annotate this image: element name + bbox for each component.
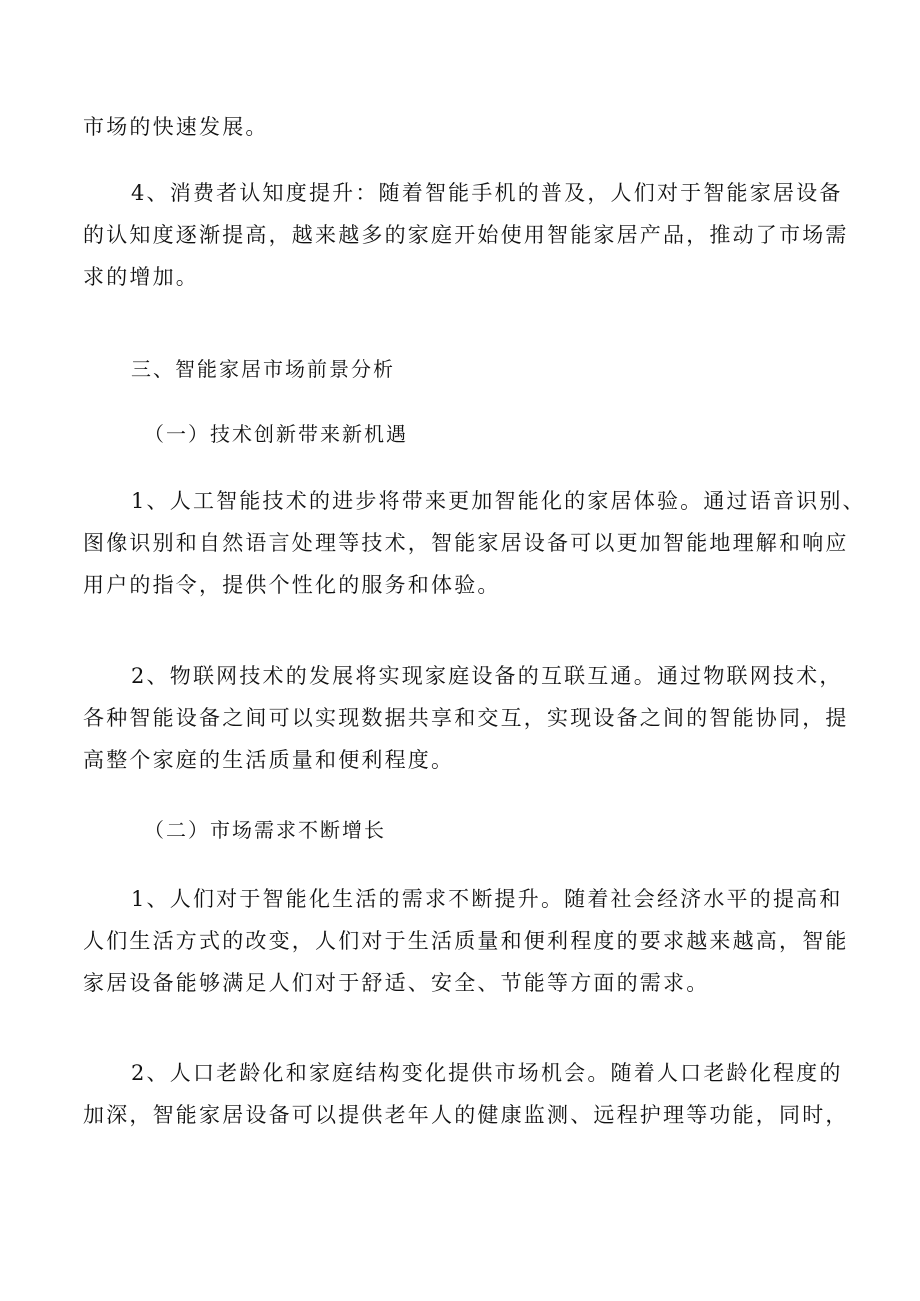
text-line: 1、人们对于智能化生活的需求不断提升。随着社会经济水平的提高和 xyxy=(131,887,843,911)
subsection-heading: （一）技术创新带来新机遇 xyxy=(144,422,408,446)
text-line: 高整个家庭的生活质量和便利程度。 xyxy=(83,748,455,772)
paragraph-aging-population xyxy=(83,1052,849,1136)
paragraph-iot-technology xyxy=(83,655,849,781)
text-line: 加深，智能家居设备可以提供老年人的健康监测、远程护理等功能，同时， xyxy=(83,1103,849,1127)
text-line: 市场的快速发展。 xyxy=(83,115,269,139)
text-line: 的认知度逐渐提高，越来越多的家庭开始使用智能家居产品，推动了市场需 xyxy=(83,223,849,247)
paragraph-ai-technology xyxy=(83,480,866,606)
text-line: 4、消费者认知度提升：随着智能手机的普及，人们对于智能家居设备 xyxy=(131,181,843,205)
text-line: 用户的指令，提供个性化的服务和体验。 xyxy=(83,573,501,597)
text-line: 各种智能设备之间可以实现数据共享和交互，实现设备之间的智能协同，提 xyxy=(83,706,849,730)
section-heading: 三、智能家居市场前景分析 xyxy=(131,357,395,381)
paragraph-continuation xyxy=(83,106,843,148)
text-line: 2、物联网技术的发展将实现家庭设备的互联互通。通过物联网技术， xyxy=(131,664,843,688)
text-line: 求的增加。 xyxy=(83,265,199,289)
text-line: 人们生活方式的改变，人们对于生活质量和便利程度的要求越来越高，智能 xyxy=(83,929,849,953)
text-line: 2、人口老龄化和家庭结构变化提供市场机会。随着人口老龄化程度的 xyxy=(131,1061,843,1085)
text-line: 图像识别和自然语言处理等技术，智能家居设备可以更加智能地理解和响应 xyxy=(83,531,849,555)
text-line: 1、人工智能技术的进步将带来更加智能化的家居体验。通过语音识别、 xyxy=(131,489,866,513)
paragraph-consumer-awareness xyxy=(83,172,849,298)
subsection-heading: （二）市场需求不断增长 xyxy=(144,818,386,842)
paragraph-smart-life-demand xyxy=(83,878,849,1004)
text-line: 家居设备能够满足人们对于舒适、安全、节能等方面的需求。 xyxy=(83,971,710,995)
